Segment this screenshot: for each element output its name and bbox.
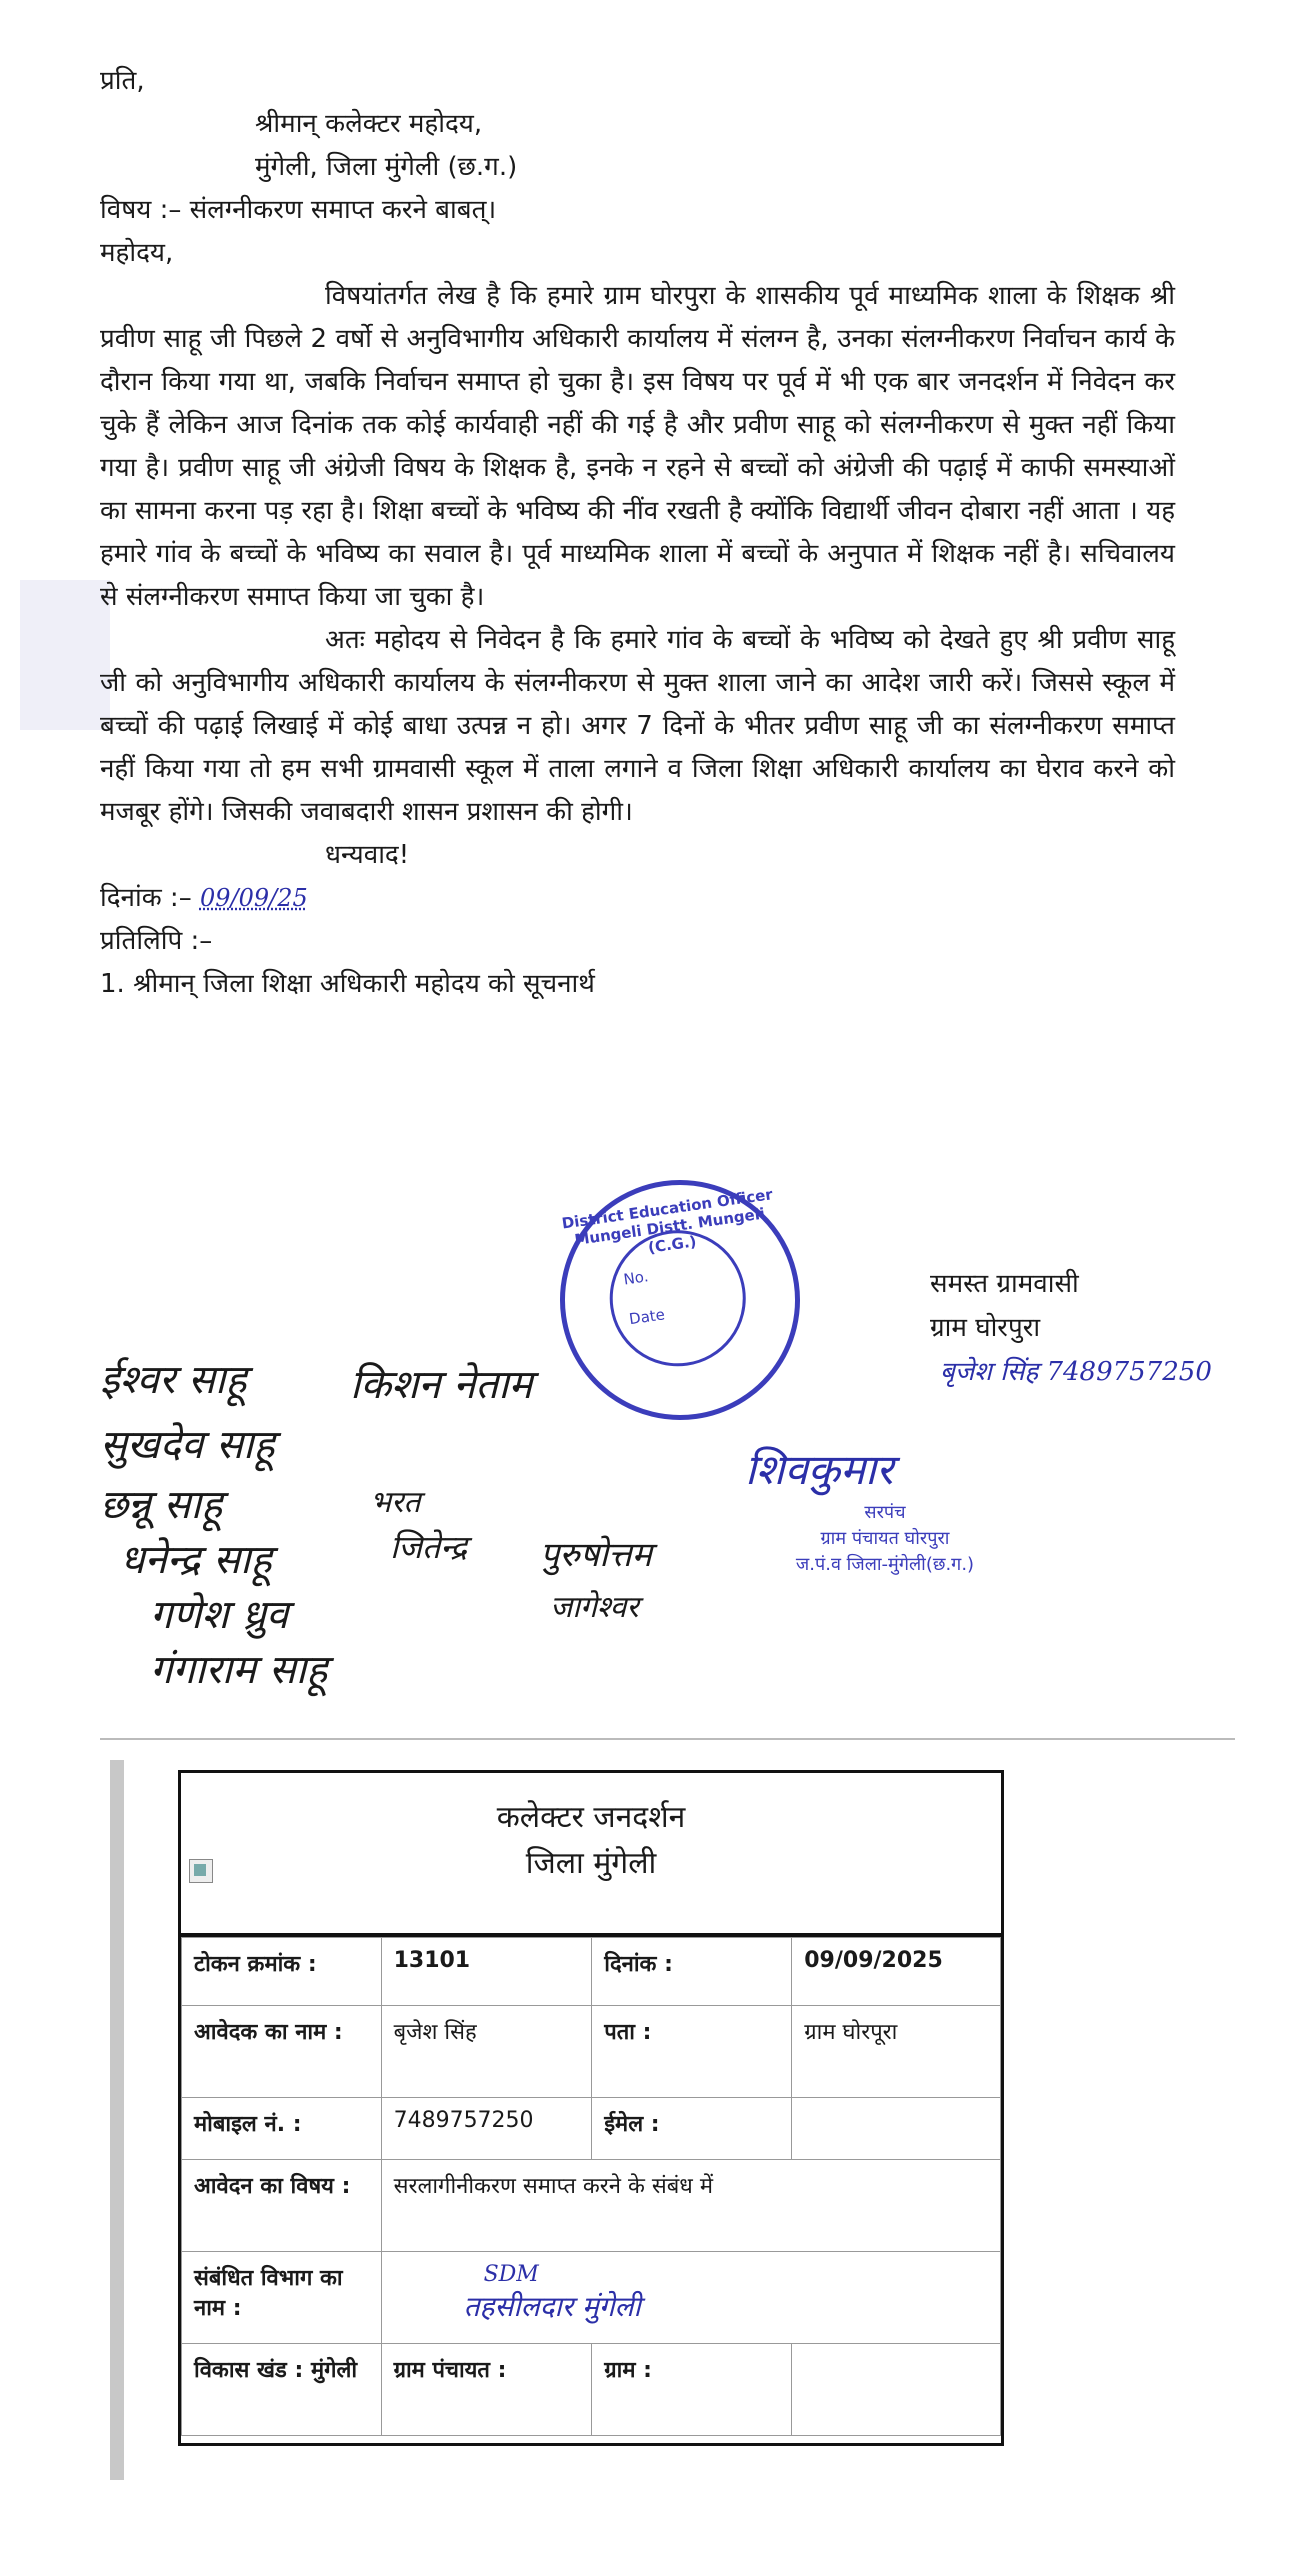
table-row bbox=[182, 1938, 1001, 2006]
table-row bbox=[182, 2160, 1001, 2252]
table-row bbox=[182, 2006, 1001, 2098]
applicant-value: बृजेश सिंह bbox=[381, 2006, 592, 2098]
department-handwritten-line1: SDM bbox=[483, 2262, 539, 2287]
address-label: पता : bbox=[592, 2006, 792, 2098]
sarpanch-stamp bbox=[755, 1500, 1015, 1578]
thanks-line: धन्यवाद! bbox=[325, 840, 410, 870]
date-label: दिनांक : bbox=[592, 1938, 792, 2006]
paragraph-2: अतः महोदय से निवेदन है कि हमारे गांव के बच्चों के भविष्य को देखते हुए श्री प्रवीण साहू जी को अनुविभागीय अधिकारी कार्यालय के संलग्नीकरण से मुक्त शाला जाने का आदेश जारी करें। जिससे स्कूल में बच्चों की पढ़ाई लिखाई में कोई बाधा उत्पन्न न हो। अगर 7 दिनों के भीतर प्रवीण साहू जी का संलग्नीकरण समाप्त नहीं किया गया तो हम सभी ग्रामवासी स्कूल में ताला लगाने व जिला शिक्षा अधिकारी कार्यालय का घेराव करने को मजबूर होंगे। जिसकी जवाबदारी शासन प्रशासन की होगी। bbox=[100, 625, 1175, 827]
signature: जितेन्द्र bbox=[390, 1528, 468, 1566]
subject-line: विषय :– संलग्नीकरण समाप्त करने बाबत्। bbox=[100, 195, 497, 225]
sender-block bbox=[930, 1262, 1079, 1350]
sender-line2: ग्राम घोरपुरा bbox=[930, 1313, 1041, 1343]
table-row bbox=[182, 2098, 1001, 2160]
email-label: ईमेल : bbox=[592, 2098, 792, 2160]
subject-value: सरलागीनीकरण समाप्त करने के संबंध में bbox=[381, 2160, 1000, 2252]
signature: धनेन्द्र साहू bbox=[120, 1537, 272, 1583]
subject-label: आवेदन का विषय : bbox=[182, 2160, 382, 2252]
village-value bbox=[792, 2344, 1001, 2436]
department-handwritten-line2: तहसीलदार मुंगेली bbox=[463, 2290, 641, 2323]
village-label: ग्राम : bbox=[592, 2344, 792, 2436]
salutation-to: प्रति, bbox=[100, 66, 145, 96]
copy-label: प्रतिलिपि :– bbox=[100, 926, 213, 956]
sarpanch-line2: ज.पं.व जिला-मुंगेली(छ.ग.) bbox=[795, 1554, 975, 1575]
department-value bbox=[381, 2252, 1000, 2344]
sender-contact-handwritten: बृजेश सिंह 7489757250 bbox=[940, 1357, 1212, 1387]
token-label: टोकन क्रमांक : bbox=[182, 1938, 382, 2006]
paragraph-1: विषयांतर्गत लेख है कि हमारे ग्राम घोरपुरा के शासकीय पूर्व माध्यमिक शाला के शिक्षक श्री प्रवीण साहू जी पिछले 2 वर्षो से अनुविभागीय अधिकारी कार्यालय में संलग्न है, उनका संलग्नीकरण निर्वाचन कार्य के दौरान किया गया था, जबकि निर्वाचन समाप्त हो चुका है। इस विषय पर पूर्व में भी एक बार जनदर्शन में निवेदन कर चुके हैं लेकिन आज दिनांक तक कोई कार्यवाही नहीं की गई है और प्रवीण साहू को संलग्नीकरण से मुक्त नहीं किया गया है। प्रवीण साहू जी अंग्रेजी विषय के शिक्षक है, इनके न रहने से बच्चों को अंग्रेजी की पढ़ाई में काफी समस्याओं का सामना करना पड़ रहा है। शिक्षा बच्चों के भविष्य की नींव रखती है क्योंकि विद्यार्थी जीवन दोबारा नहीं आता । यह हमारे गांव के बच्चों के भविष्य का सवाल है। पूर्व माध्यमिक शाला में बच्चों के अनुपात में शिक्षक नहीं है। सचिवालय से संलग्नीकरण समाप्त किया जा चुका है। bbox=[100, 281, 1175, 612]
signature: ईश्वर साहू bbox=[100, 1357, 247, 1403]
slip-title bbox=[181, 1773, 1001, 1887]
slip-table bbox=[181, 1937, 1001, 2436]
department-label: संबंधित विभाग का नाम : bbox=[182, 2252, 382, 2344]
panchayat-label: ग्राम पंचायत : bbox=[381, 2344, 592, 2436]
sarpanch-line1: ग्राम पंचायत घोरपुरा bbox=[820, 1528, 950, 1549]
signature: गंगाराम साहू bbox=[150, 1647, 328, 1693]
applicant-label: आवेदक का नाम : bbox=[182, 2006, 382, 2098]
sarpanch-signature: शिवकुमार bbox=[745, 1445, 894, 1494]
token-value: 13101 bbox=[381, 1938, 592, 2006]
addressee-line1: श्रीमान् कलेक्टर महोदय, bbox=[255, 109, 483, 139]
signature: भरत bbox=[370, 1485, 421, 1520]
scan-smudge bbox=[20, 580, 110, 730]
address-value: ग्राम घोरपूरा bbox=[792, 2006, 1001, 2098]
date-handwritten: 09/09/25 bbox=[199, 884, 308, 912]
signature: पुरुषोत्तम bbox=[540, 1535, 652, 1575]
stamp-ring-text: District Education Officer Mungeli Distt. Mungeli (C.G.) bbox=[560, 1185, 774, 1257]
block-label: विकास खंड : मुंगेली bbox=[182, 2344, 382, 2436]
stamp-no-label: No. bbox=[622, 1267, 650, 1289]
mobile-value: 7489757250 bbox=[381, 2098, 592, 2160]
table-row bbox=[182, 2252, 1001, 2344]
signature: छन्नू साहू bbox=[100, 1482, 223, 1528]
slip-title-line2: जिला मुंगेली bbox=[525, 1846, 657, 1881]
signature: जागेश्वर bbox=[550, 1590, 639, 1625]
broken-image-icon bbox=[189, 1859, 213, 1883]
greeting: महोदय, bbox=[100, 238, 174, 268]
copy-item-1: 1. श्रीमान् जिला शिक्षा अधिकारी महोदय को सूचनार्थ bbox=[100, 969, 595, 999]
signature: सुखदेव साहू bbox=[100, 1422, 275, 1468]
janadarshan-token-slip bbox=[178, 1770, 1004, 2446]
addressee-line2: मुंगेली, जिला मुंगेली (छ.ग.) bbox=[255, 152, 518, 182]
sarpanch-title: सरपंच bbox=[864, 1502, 906, 1523]
signature: किशन नेताम bbox=[350, 1362, 533, 1408]
table-row bbox=[182, 2344, 1001, 2436]
date-value: 09/09/2025 bbox=[792, 1938, 1001, 2006]
scan-edge-shadow bbox=[110, 1760, 124, 2480]
page-divider bbox=[100, 1738, 1235, 1740]
mobile-label: मोबाइल नं. : bbox=[182, 2098, 382, 2160]
sender-line1: समस्त ग्रामवासी bbox=[930, 1269, 1079, 1299]
slip-title-line1: कलेक्टर जनदर्शन bbox=[496, 1800, 686, 1835]
date-line bbox=[100, 877, 1175, 920]
signature: गणेश ध्रुव bbox=[150, 1592, 289, 1638]
stamp-date-label: Date bbox=[627, 1305, 666, 1329]
slip-header bbox=[181, 1773, 1001, 1937]
date-label: दिनांक :– bbox=[100, 883, 192, 913]
deo-office-stamp bbox=[544, 1164, 815, 1435]
email-value bbox=[792, 2098, 1001, 2160]
letter-body bbox=[100, 60, 1175, 1006]
